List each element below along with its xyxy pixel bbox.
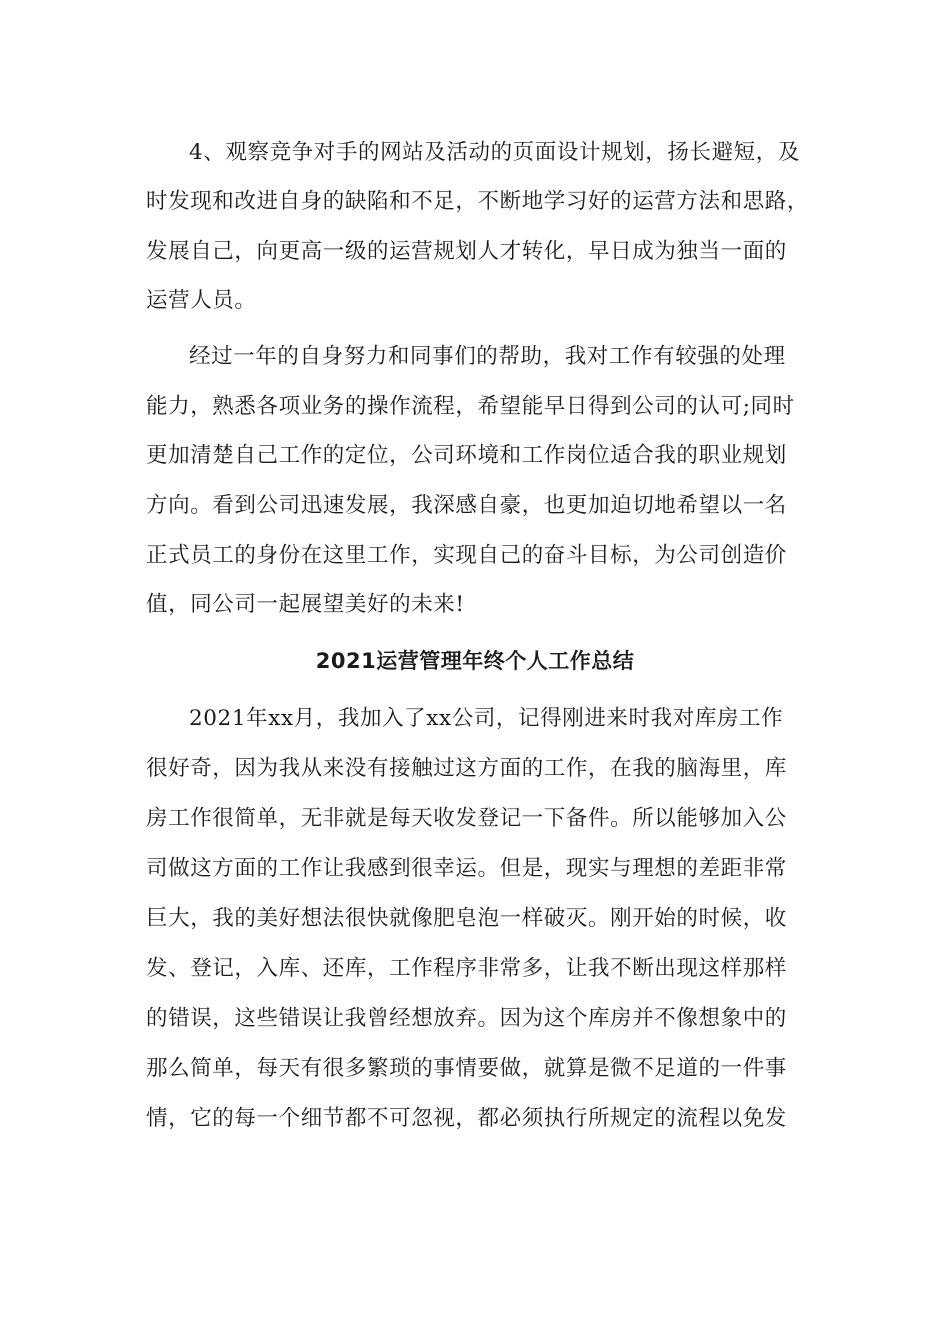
paragraph-2-line-3: 更加清楚自己工作的定位，公司环境和工作岗位适合我的职业规划: [146, 443, 787, 468]
paragraph-3-line-4: 司做这方面的工作让我感到很幸运。但是，现实与理想的差距非常: [146, 856, 787, 881]
paragraph-3-line-5: 巨大，我的美好想法很快就像肥皂泡一样破灭。刚开始的时候，收: [146, 906, 787, 931]
paragraph-1-line-1: 4、观察竞争对手的网站及活动的页面设计规划，扬长避短，及: [189, 140, 800, 165]
paragraph-1-line-3: 发展自己，向更高一级的运营规划人才转化，早日成为独当一面的: [146, 239, 787, 264]
paragraph-3-line-9: 情，它的每一个细节都不可忽视，都必须执行所规定的流程以免发: [146, 1106, 787, 1131]
section-title: 2021运营管理年终个人工作总结: [315, 649, 635, 673]
paragraph-3-line-6: 发、登记，入库、还库，工作程序非常多，让我不断出现这样那样: [146, 956, 787, 981]
paragraph-3-line-7: 的错误，这些错误让我曾经想放弃。因为这个库房并不像想象中的: [146, 1006, 787, 1031]
paragraph-2-line-4: 方向。看到公司迅速发展，我深感自豪，也更加迫切地希望以一名: [146, 493, 787, 518]
paragraph-1-line-2: 时发现和改进自身的缺陷和不足，不断地学习好的运营方法和思路，: [146, 189, 810, 214]
paragraph-3-line-2: 很好奇，因为我从来没有接触过这方面的工作，在我的脑海里，库: [146, 756, 787, 781]
paragraph-2-line-5: 正式员工的身份在这里工作，实现自己的奋斗目标，为公司创造价: [146, 543, 787, 568]
paragraph-2-line-1: 经过一年的自身努力和同事们的帮助，我对工作有较强的处理: [189, 344, 786, 369]
paragraph-3-line-1: 2021年xx月，我加入了xx公司，记得刚进来时我对库房工作: [189, 706, 784, 731]
paragraph-2-line-6: 值，同公司一起展望美好的未来!: [146, 592, 465, 617]
paragraph-3-line-3: 房工作很简单，无非就是每天收发登记一下备件。所以能够加入公: [146, 806, 787, 831]
paragraph-3-line-8: 那么简单，每天有很多繁琐的事情要做，就算是微不足道的一件事: [146, 1056, 787, 1081]
paragraph-2-line-2: 能力，熟悉各项业务的操作流程，希望能早日得到公司的认可;同时: [146, 394, 795, 419]
paragraph-1-line-4: 运营人员。: [146, 288, 257, 313]
